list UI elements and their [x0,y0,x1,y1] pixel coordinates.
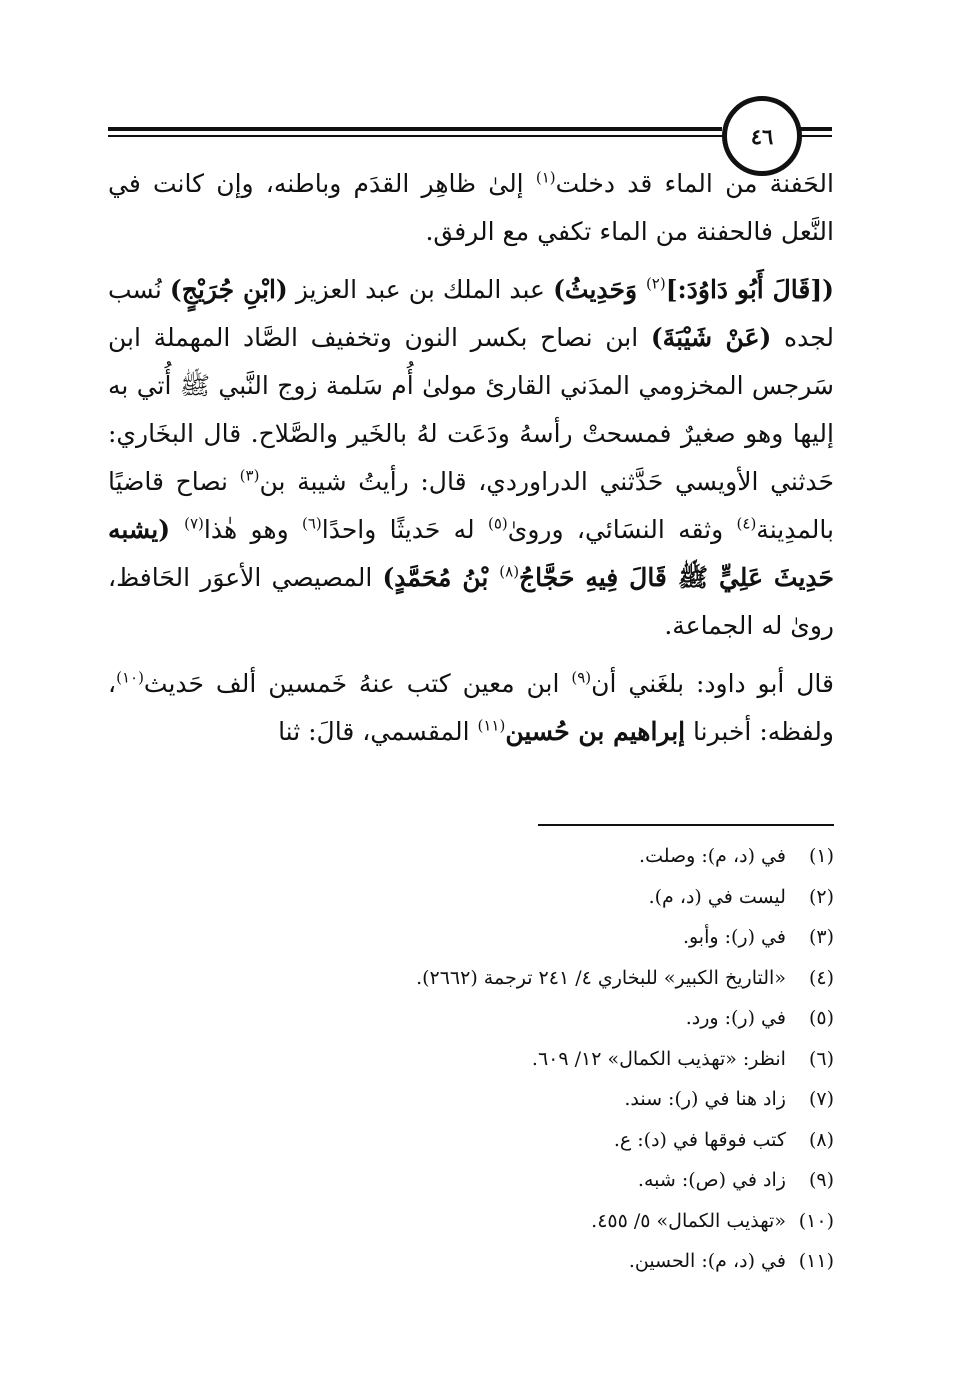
header-rule-stub-thin [800,135,832,137]
text-segment: المصيصي الأعوَر الحَافظ، روىٰ له الجماعة. [108,563,834,640]
footnote [108,917,834,958]
footnote [108,836,834,877]
text-segment: المقسمي، قالَ: ثنا [278,717,478,746]
bold-text: وَحَدِيثُ) [553,275,646,304]
footnote-ref: (٤) [736,514,757,533]
bold-text: (ابْنِ جُرَيْجٍ) [169,275,288,304]
header-rule-stub-thick [800,127,832,131]
footnote [108,1160,834,1201]
footnote-text: زاد في (ص): شبه. [637,1169,786,1191]
footnote-number: (٩) [808,1169,834,1191]
footnote-text: زاد هنا في (ر): سند. [624,1088,786,1110]
footnote-number: (٨) [808,1128,834,1151]
text-segment: وهو هٰذا [203,515,302,544]
text-segment: إلىٰ ظاهِر القدَم وباطنه، وإن كانت في النَّعل فالحفنة من الماء تكفي مع الرفق. [108,169,834,246]
footnote-text: في (د، م): الحسين. [628,1250,786,1272]
footnote [108,1241,834,1282]
footnote-text: في (ر): ورد. [685,1007,786,1029]
footnote-text: «التاريخ الكبير» للبخاري ٤/ ٢٤١ ترجمة (٢٦٦٢). [416,966,786,989]
footnote-text: ليست في (د، م). [648,885,786,908]
header-rule-thin [108,135,722,137]
bold-text: إبراهيم بن حُسين [505,717,686,746]
footnote-number: (٧) [808,1088,834,1110]
footnote-ref: (١١) [477,716,506,735]
header-rule-thick [108,127,722,131]
footnote-number: (٦) [808,1047,834,1070]
footnote [108,1039,834,1080]
footnote-number: (١١) [798,1250,834,1272]
footnote-text: في (ر): وأبو. [682,926,786,948]
footnote [108,998,834,1039]
footnote-ref: (٥) [488,514,508,533]
bold-text: بْنُ مُحَمَّدٍ) [382,563,500,592]
footnote-text: «تهذيب الكمال» ٥/ ٤٥٥. [591,1209,786,1232]
footnote [108,1120,834,1161]
text-segment: الحَفنة من الماء قد دخلت [555,169,834,198]
footnote-number: (٢) [808,885,834,908]
footnote [108,1201,834,1242]
footnote-ref: (٢) [645,274,666,293]
body-paragraph [108,660,834,756]
footnote-ref: (٦) [301,514,322,533]
footnote-number: (١) [808,845,834,867]
text-segment: ابن معين كتب عنهُ خَمسين ألف حَديث [143,669,572,698]
footnote-ref: (٩) [571,668,592,687]
footnotes-list [108,836,834,1282]
text-segment: نُسب لجده [108,275,834,352]
text-segment: عبد الملك بن عبد العزيز [287,275,554,304]
footnote-text: كتب فوقها في (د): ع. [613,1128,786,1151]
text-segment: ، ولفظه: أخبرنا [108,669,834,746]
footnote-text: انظر: «تهذيب الكمال» ١٢/ ٦٠٩. [531,1047,786,1070]
footnote [108,877,834,918]
text-segment: له حَديثًا واحدًا [321,515,488,544]
footnote-number: (١٠) [798,1209,834,1232]
bold-text: ([قَالَ أَبُو دَاوُدَ:] [665,275,834,304]
footnote-ref: (٣) [239,466,260,485]
text-segment: ابن نصاح بكسر النون وتخفيف الصَّاد المهملة ابن سَرجس المخزومي المدَني القارئ مولىٰ أُم سَلمة زوج النَّبي ﷺ أُتي به إليها وهو صغيرٌ فمسحتْ رأسهُ ودَعَت لهُ بالخَير والصَّلاح. قال البخَاري: حَدثني الأويسي حَدَّثني الدراوردي، قال: رأيتُ شيبة بن [108,323,834,496]
body-paragraph [108,160,834,256]
body-paragraph [108,266,834,650]
text-segment: وثقه النسَائي، وروىٰ [507,515,737,544]
main-text [108,160,834,756]
text-segment: نصاح قاضيًا بالمدِينة [108,467,834,544]
bold-text: (يشبه حَدِيثَ عَلِيٍّ ﷺ قَالَ فِيهِ حَجَّاجُ [108,515,834,592]
footnote-ref: (٨) [499,562,520,581]
footnote-number: (٣) [808,926,834,948]
page-number: ٤٦ [722,96,802,176]
footnote-ref: (٧) [184,514,204,533]
footnote-ref: (١) [535,168,556,187]
footnote-separator [538,824,834,826]
footnote [108,1079,834,1120]
footnote-ref: (١٠) [116,668,144,687]
footnote [108,958,834,999]
bold-text: (عَنْ شَيْبَةَ) [650,323,772,352]
footnote-number: (٤) [808,966,834,989]
text-segment: قال أبو داود: بلغَني أن [591,669,835,698]
footnote-number: (٥) [808,1007,834,1029]
footnote-text: في (د، م): وصلت. [639,845,786,867]
